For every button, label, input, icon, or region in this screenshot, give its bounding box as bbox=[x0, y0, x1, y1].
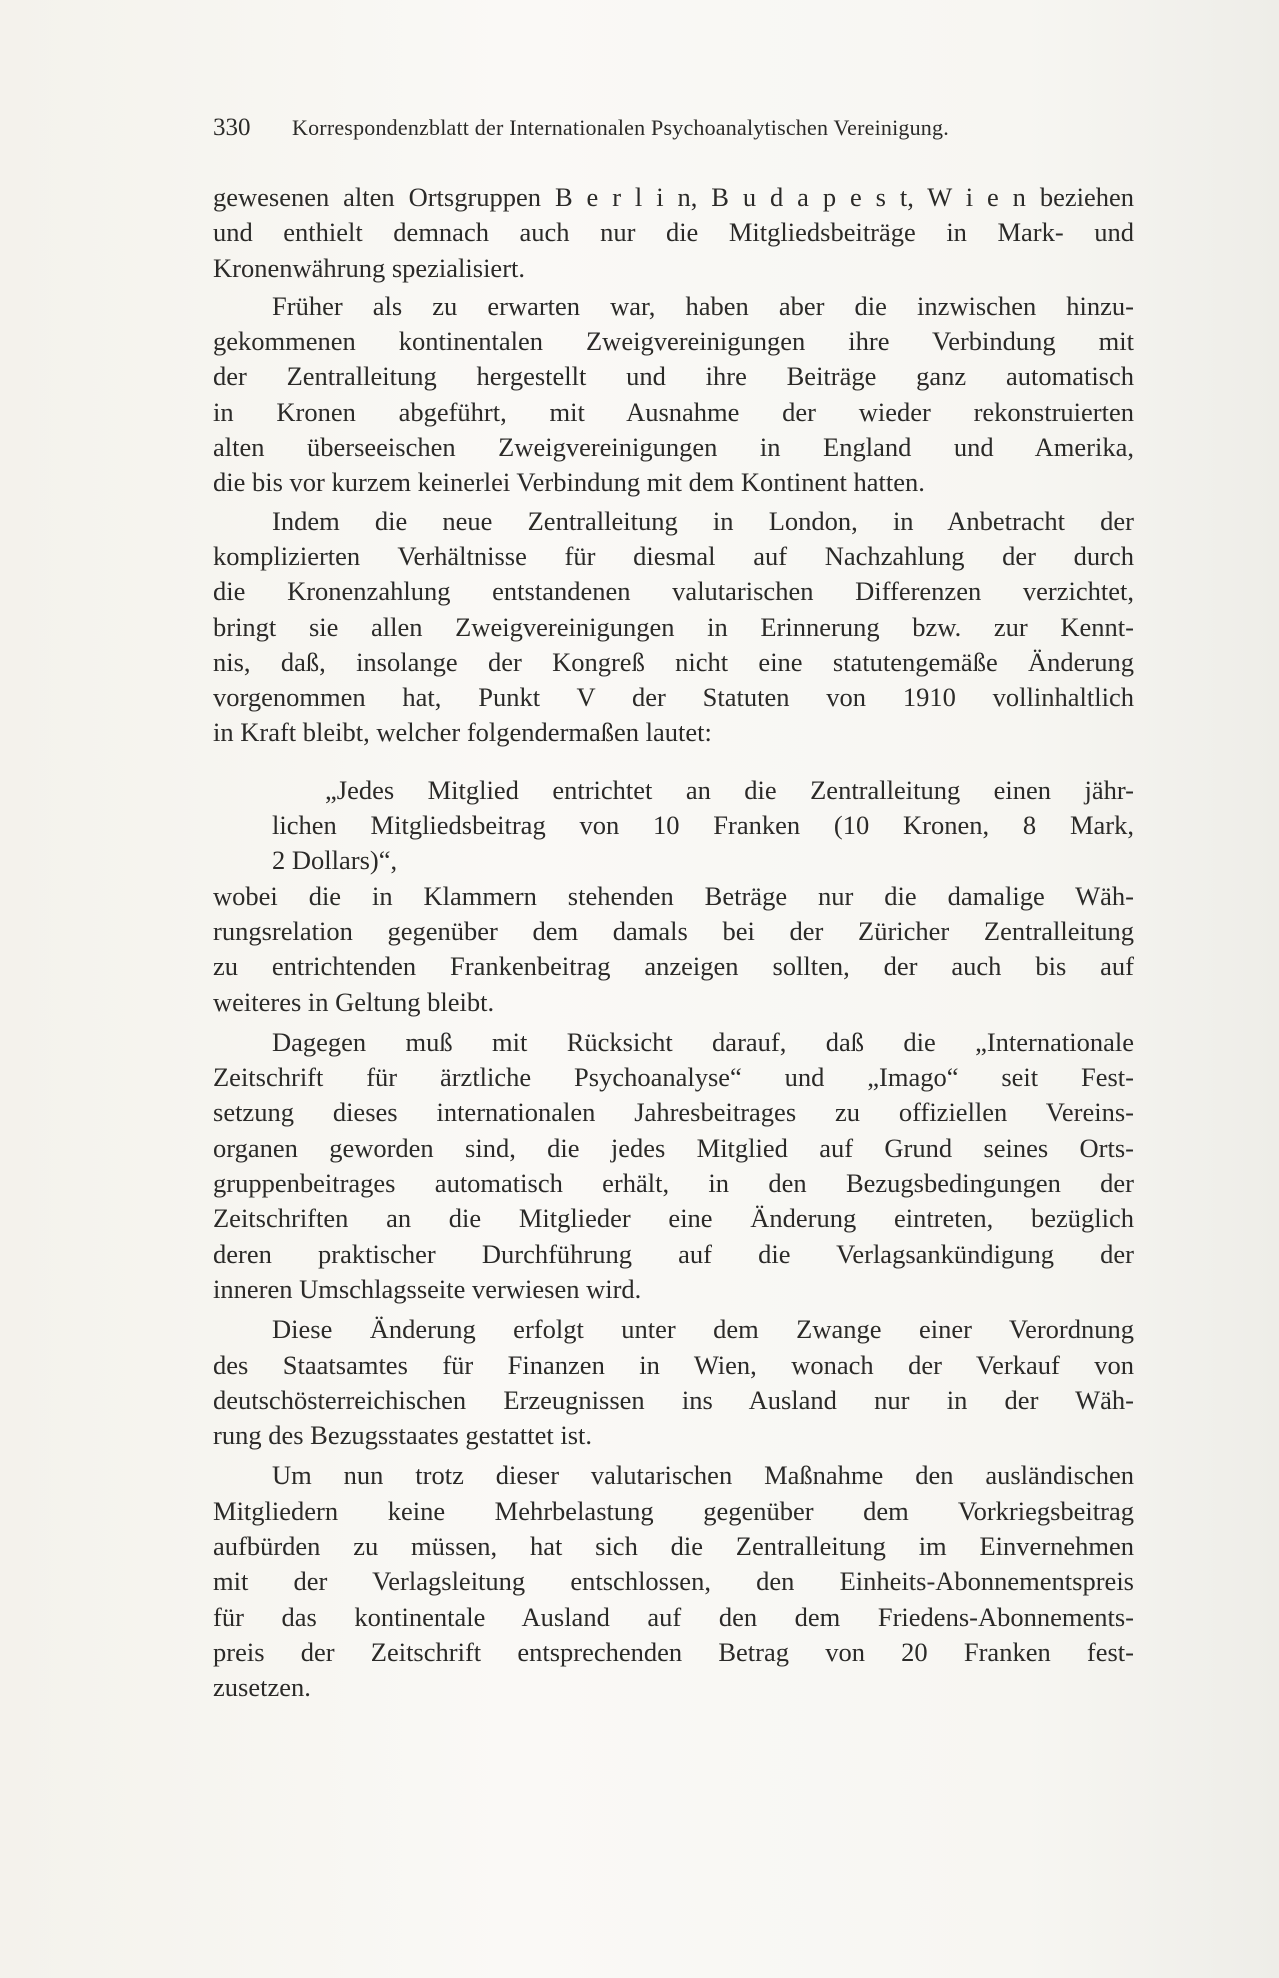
text-line: rung des Bezugsstaates gestattet ist. bbox=[213, 1420, 593, 1451]
running-title: Korrespondenzblatt der Internationalen Psychoanalytischen Vereinigung. bbox=[292, 115, 949, 140]
text-line: die Kronenzahlung entstandenen valutarischen Differenzen verzichtet, bbox=[213, 576, 1134, 607]
paragraph bbox=[213, 1312, 1134, 1453]
text-line: bringt sie allen Zweigvereinigungen in Erinnerung bzw. zur Kennt- bbox=[213, 611, 1134, 642]
running-header bbox=[213, 114, 1093, 142]
text-line: rungsrelation gegenüber dem damals bei der Züricher Zentralleitung bbox=[213, 915, 1134, 946]
text-line: Zeitschrift für ärztliche Psychoanalyse“ und „Imago“ seit Fest- bbox=[213, 1062, 1134, 1093]
text-line: Diese Änderung erfolgt unter dem Zwange einer Verordnung bbox=[272, 1314, 1134, 1345]
text-line: setzung dieses internationalen Jahresbeitrages zu offiziellen Vereins- bbox=[213, 1097, 1134, 1128]
text-line: Um nun trotz dieser valutarischen Maßnahme den ausländischen bbox=[272, 1460, 1134, 1491]
text-line: preis der Zeitschrift entsprechenden Betrag von 20 Franken fest- bbox=[213, 1636, 1134, 1667]
text-line: Mitgliedern keine Mehrbelastung gegenüber dem Vorkriegsbeitrag bbox=[213, 1495, 1134, 1526]
text-line: Zeitschriften an die Mitglieder eine Änderung eintreten, bezüglich bbox=[213, 1203, 1134, 1234]
text-line: wobei die in Klammern stehenden Beträge nur die damalige Wäh- bbox=[213, 880, 1134, 911]
text-line: und enthielt demnach auch nur die Mitgliedsbeiträge in Mark- und bbox=[213, 217, 1134, 248]
text-line: Kronenwährung spezialisiert. bbox=[213, 252, 526, 283]
paragraph bbox=[213, 180, 1134, 286]
text-line: gekommenen kontinentalen Zweigvereinigungen ihre Verbindung mit bbox=[213, 326, 1134, 357]
text-line: gruppenbeitrages automatisch erhält, in den Bezugsbedingungen der bbox=[213, 1168, 1134, 1199]
paragraph bbox=[213, 1025, 1134, 1307]
text-line: alten überseeischen Zweigvereinigungen in England und Amerika, bbox=[213, 432, 1134, 463]
text-line: in Kraft bleibt, welcher folgendermaßen lautet: bbox=[213, 717, 712, 748]
text-line: für das kontinentale Ausland auf den dem Friedens-Abonnements- bbox=[213, 1601, 1134, 1632]
text-line: „Jedes Mitglied entrichtet an die Zentralleitung einen jähr- bbox=[325, 774, 1134, 805]
text-line: Früher als zu erwarten war, haben aber die inzwischen hinzu- bbox=[272, 290, 1134, 321]
text-line: weiteres in Geltung bleibt. bbox=[213, 986, 495, 1017]
body-text bbox=[213, 180, 1134, 1705]
text-line: organen geworden sind, die jedes Mitglied auf Grund seines Orts- bbox=[213, 1132, 1134, 1163]
paragraph bbox=[213, 1458, 1134, 1705]
text-line: 2 Dollars)“, bbox=[272, 845, 398, 876]
text-line: deren praktischer Durchführung auf die Verlagsankündigung der bbox=[213, 1238, 1134, 1269]
text-line: Dagegen muß mit Rücksicht darauf, daß die „Internationale bbox=[272, 1026, 1134, 1057]
text-line: vorgenommen hat, Punkt V der Statuten von 1910 vollinhaltlich bbox=[213, 682, 1134, 713]
text-line: Indem die neue Zentralleitung in London, in Anbetracht der bbox=[272, 505, 1134, 536]
text-line: nis, daß, insolange der Kongreß nicht eine statutengemäße Änderung bbox=[213, 646, 1134, 677]
text-line: der Zentralleitung hergestellt und ihre Beiträge ganz automatisch bbox=[213, 361, 1134, 392]
text-line: zu entrichtenden Frankenbeitrag anzeigen sollten, der auch bis auf bbox=[213, 951, 1134, 982]
page-number: 330 bbox=[213, 114, 251, 141]
text-line: komplizierten Verhältnisse für diesmal auf Nachzahlung der durch bbox=[213, 540, 1134, 571]
text-line: lichen Mitgliedsbeitrag von 10 Franken (10 Kronen, 8 Mark, bbox=[272, 810, 1134, 841]
text-line: inneren Umschlagsseite verwiesen wird. bbox=[213, 1273, 642, 1304]
block-quote bbox=[213, 773, 1134, 879]
paragraph bbox=[213, 504, 1134, 751]
text-line: die bis vor kurzem keinerlei Verbindung mit dem Kontinent hatten. bbox=[213, 467, 925, 498]
text-line: gewesenen alten Ortsgruppen B e r l i n, B u d a p e s t, W i e n beziehen bbox=[213, 182, 1134, 212]
text-line: zusetzen. bbox=[213, 1672, 311, 1703]
text-line: deutschösterreichischen Erzeugnissen ins Ausland nur in der Wäh- bbox=[213, 1384, 1134, 1415]
text-line: des Staatsamtes für Finanzen in Wien, wonach der Verkauf von bbox=[213, 1349, 1134, 1380]
paragraph bbox=[213, 879, 1134, 1020]
text-line: mit der Verlagsleitung entschlossen, den Einheits-Abonnementspreis bbox=[213, 1566, 1134, 1597]
text-line: in Kronen abgeführt, mit Ausnahme der wieder rekonstruierten bbox=[213, 396, 1134, 427]
text-line: aufbürden zu müssen, hat sich die Zentralleitung im Einvernehmen bbox=[213, 1530, 1134, 1561]
paragraph bbox=[213, 289, 1134, 501]
